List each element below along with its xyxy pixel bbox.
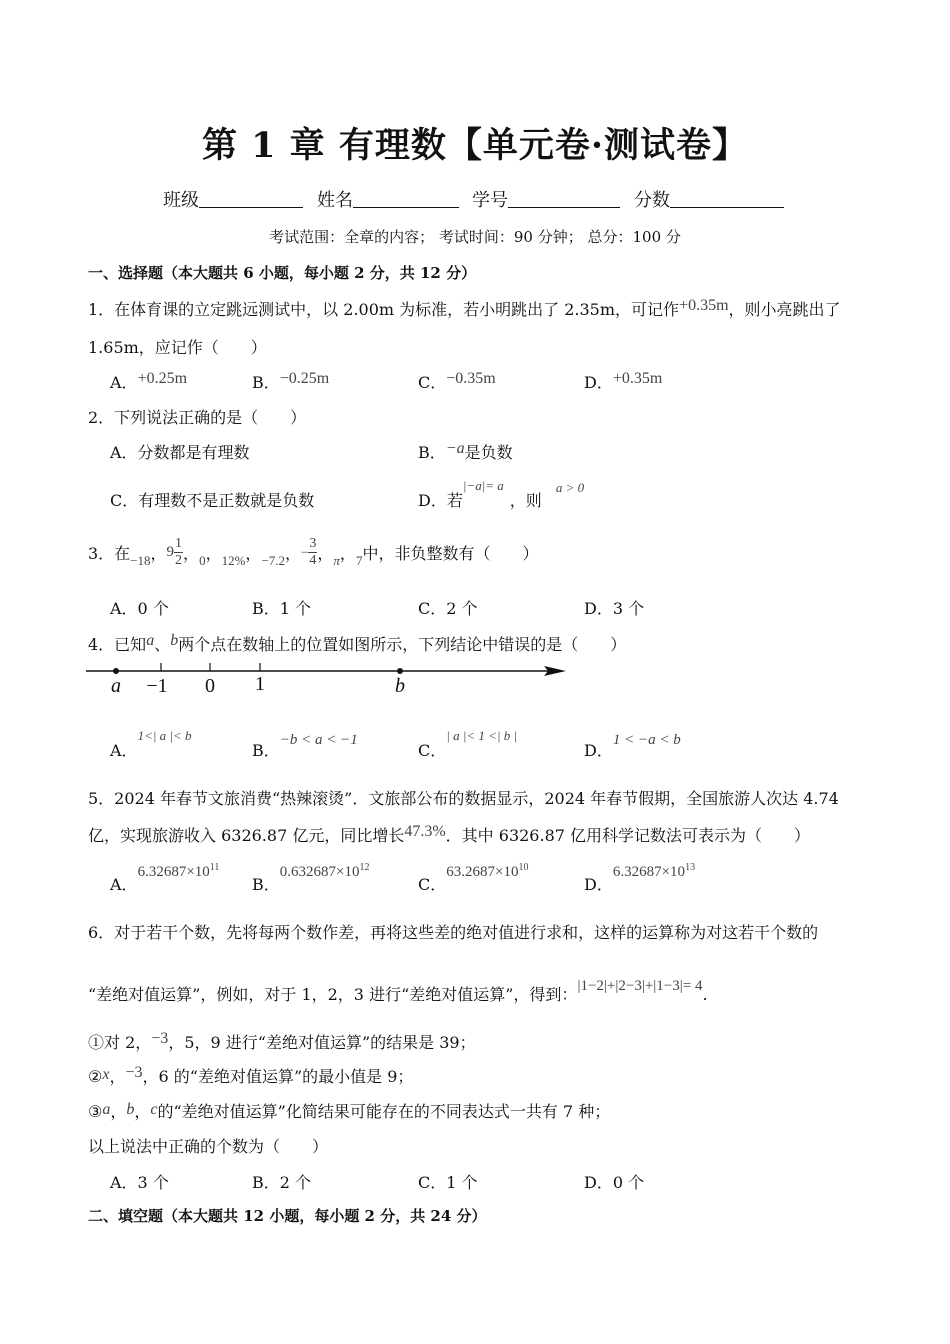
name-blank[interactable] [353,189,459,208]
score-blank[interactable] [670,189,784,208]
q3-number-5: −7.2 [261,553,286,568]
q1-option-c-label: C． [418,373,447,392]
q3-prefix: 3．在 [88,544,131,563]
q5-option-c-base: 63.2687×10 [446,864,519,880]
q2-option-b-math: −a [445,440,465,457]
q5-option-d-value [613,864,695,880]
q6-s1-math: −3 [151,1030,169,1047]
question-1-line-1 [88,297,841,320]
score-field [634,186,784,212]
q6-statement-4: 以上说法中正确的个数为（ ） [88,1137,329,1156]
q1-math: +0.35m [679,297,729,314]
axis-label-0: 0 [205,675,215,697]
axis-label-minus-1: −1 [146,675,168,697]
q3-number-2-fraction [174,536,183,569]
q6-text-a: “差绝对值运算”，例如，对于 1，2，3 进行“差绝对值运算”，得到： [88,985,578,1004]
q2-option-b-label: B． [418,443,446,462]
q2-option-c[interactable]: C．有理数不是正数就是负数 [110,491,315,510]
q1-text-b: ，则小亮跳出了 [728,300,841,319]
q4-option-c-value: | a |< 1 <| b | [446,728,518,743]
page-title: 第 1 章 有理数【单元卷·测试卷】 [201,125,749,166]
q4-comma: 、 [154,635,171,654]
q3-number-6-numerator: 3 [309,536,317,551]
q2-option-b-text: 是负数 [464,443,513,462]
q2-option-b[interactable] [418,440,513,463]
q3-sep-5: ， [285,544,302,563]
q5-option-d-base: 6.32687×10 [612,864,686,880]
q6-s3-sep-1: ， [110,1102,127,1121]
class-label: 班级 [163,190,199,211]
q6-statement-1 [88,1030,476,1053]
q3-sep-7: ， [339,544,356,563]
q6-s3-text-b: 的“差绝对值运算”化简结果可能存在的不同表达式一共有 7 种； [157,1102,611,1121]
q4-option-d-value: 1 < −a < b [612,732,681,748]
exam-scope: 考试范围：全章的内容； 考试时间：90 分钟； 总分：100 分 [269,228,681,246]
q5-text-a: 亿，实现旅游收入 6326.87 亿元，同比增长 [88,826,405,845]
name-field [317,186,459,212]
q3-suffix: 中，非负整数有（ ） [362,544,539,563]
q6-s1-text-a: ①对 2， [88,1033,152,1052]
id-field [472,186,620,212]
question-1-line-2: 1.65m，应记作（ ） [88,338,267,357]
q1-option-b-label: B． [252,373,280,392]
q3-number-2-whole: 9 [166,544,175,560]
q6-s2-sep: ， [109,1067,126,1086]
q4-option-b-label: B． [252,741,280,760]
q6-s3-var-b: b [126,1101,135,1118]
point-a-dot [113,668,119,674]
q4-option-a-label: A． [110,741,138,760]
q2-option-d[interactable] [418,478,585,511]
q4-option-a[interactable] [110,728,192,761]
axis-label-a: a [111,675,121,697]
q6-option-b[interactable]: B．2 个 [252,1173,312,1192]
q5-option-a-value [138,864,220,880]
q6-s1-text-b: ，5，9 进行“差绝对值运算”的结果是 39； [168,1033,476,1052]
q6-statement-3 [88,1099,610,1122]
name-label: 姓名 [317,190,353,211]
score-label: 分数 [634,190,670,211]
q1-option-a-label: A． [110,373,138,392]
q6-s2-var-x: x [102,1066,110,1083]
q1-option-a[interactable] [110,370,187,393]
q6-option-c[interactable]: C．1 个 [418,1173,478,1192]
q3-number-3: 0 [199,553,206,568]
section-2-title: 二、填空题（本大题共 12 小题，每小题 2 分，共 24 分） [88,1207,487,1225]
q1-option-d-value: +0.35m [612,370,663,387]
q3-sep-6: ， [317,544,334,563]
q4-option-d[interactable] [584,732,681,761]
q4-var-a: a [146,632,155,649]
q6-s3-var-c: c [150,1101,158,1118]
q5-option-a[interactable] [110,862,220,895]
q5-text-b: ．其中 6326.87 亿用科学记数法可表示为（ ） [445,826,811,845]
q1-option-d[interactable] [584,370,662,393]
q5-option-d-exp: 13 [685,862,696,873]
q1-option-c-value: −0.35m [446,370,496,387]
question-5-line-2 [88,823,810,846]
q2-option-d-label: D．若 [418,491,463,510]
q4-option-c[interactable] [418,728,518,761]
q4-option-b[interactable] [252,732,358,761]
q5-option-c-exp: 10 [518,862,529,873]
point-b-dot [397,668,403,674]
q3-option-a[interactable]: A．0 个 [110,599,169,618]
q2-option-d-math-2: a > 0 [555,480,585,495]
q3-number-2-denominator: 2 [175,553,183,568]
q1-option-d-label: D． [584,373,613,392]
number-line [86,658,576,700]
q3-sep-1: ， [150,544,167,563]
q6-s2-text-c: ，6 的“差绝对值运算”的最小值是 9； [142,1067,414,1086]
q5-option-c[interactable] [418,862,529,895]
q4-var-b: b [170,632,179,649]
question-4-stem [88,632,626,655]
q1-option-b[interactable] [252,370,329,393]
q5-option-b-base: 0.632687×10 [279,864,360,880]
question-5-line-1: 5．2024 年春节文旅消费“热辣滚烫”．文旅部公布的数据显示，2024 年春节假期，全国旅游人次达 4.74 [88,789,839,808]
q5-option-b-exp: 12 [359,862,370,873]
q3-number-6-sign: − [301,544,309,560]
q6-s3-sep-2: ， [134,1102,151,1121]
q6-s2-text-a: ② [88,1067,103,1086]
q5-option-a-label: A． [110,875,138,894]
q3-number-8: 7 [355,553,363,568]
q5-option-d-label: D． [584,875,613,894]
q3-sep-2: ， [183,544,200,563]
q4-option-c-label: C． [418,741,447,760]
q4-option-a-value: 1<| a |< b [137,728,192,743]
q4-prefix: 4．已知 [88,635,147,654]
class-field [163,186,303,212]
q4-option-d-label: D． [584,741,613,760]
q6-s2-math: −3 [125,1064,143,1081]
q5-option-c-label: C． [418,875,447,894]
q5-option-b[interactable] [252,862,370,895]
q3-sep-3: ， [205,544,222,563]
q3-option-b[interactable]: B．1 个 [252,599,312,618]
q6-s3-text-a: ③ [88,1102,103,1121]
q1-option-c[interactable] [418,370,496,393]
axis-label-b: b [395,675,405,697]
q5-option-b-label: B． [252,875,280,894]
q2-option-a[interactable]: A．分数都是有理数 [110,443,250,462]
q6-s3-var-a: a [102,1101,111,1118]
q5-option-b-value [280,864,370,880]
q6-statement-2 [88,1064,413,1087]
q5-option-c-value [446,864,528,880]
id-blank[interactable] [508,189,620,208]
q1-option-b-value: −0.25m [279,370,330,387]
q3-sep-4: ， [245,544,262,563]
q3-number-6-denominator: 4 [309,553,317,568]
axis-label-1: 1 [255,673,265,695]
q6-text-b: . [702,985,708,1004]
q3-number-1: −18 [130,553,151,568]
question-6-line-1: 6．对于若干个数，先将每两个数作差，再将这些差的绝对值进行求和，这样的运算称为对这若干个数的 [88,923,819,942]
q1-option-a-value: +0.25m [137,370,188,387]
q3-option-d[interactable]: D．3 个 [584,599,645,618]
q2-option-d-math-1: |−a|= a [462,478,504,493]
q3-number-7: π [333,553,340,568]
id-label: 学号 [472,190,508,211]
q6-option-d[interactable]: D．0 个 [584,1173,645,1192]
q1-text-a: 1．在体育课的立定跳远测试中，以 2.00m 为标准，若小明跳出了 2.35m，可记作 [88,300,680,319]
q6-option-a[interactable]: A．3 个 [110,1173,169,1192]
q3-option-c[interactable]: C．2 个 [418,599,478,618]
q6-example-math: |1−2|+|2−3|+|1−3|= 4 [577,978,703,994]
section-1-title: 一、选择题（本大题共 6 小题，每小题 2 分，共 12 分） [88,264,477,282]
q5-option-a-base: 6.32687×10 [137,864,210,880]
q5-math: 47.3% [404,823,446,840]
q3-number-4: 12% [221,553,246,568]
question-6-line-2 [88,978,708,1005]
question-2-stem: 2．下列说法正确的是（ ） [88,408,307,427]
q4-suffix: 两个点在数轴上的位置如图所示，下列结论中错误的是（ ） [178,635,627,654]
q5-option-d[interactable] [584,862,696,895]
class-blank[interactable] [199,189,303,208]
q3-number-2-numerator: 1 [175,536,183,551]
question-3-stem [88,536,538,569]
q4-option-b-value: −b < a < −1 [279,732,358,748]
q2-option-d-mid: ，则 [509,491,542,510]
q5-option-a-exp: 11 [209,862,220,873]
